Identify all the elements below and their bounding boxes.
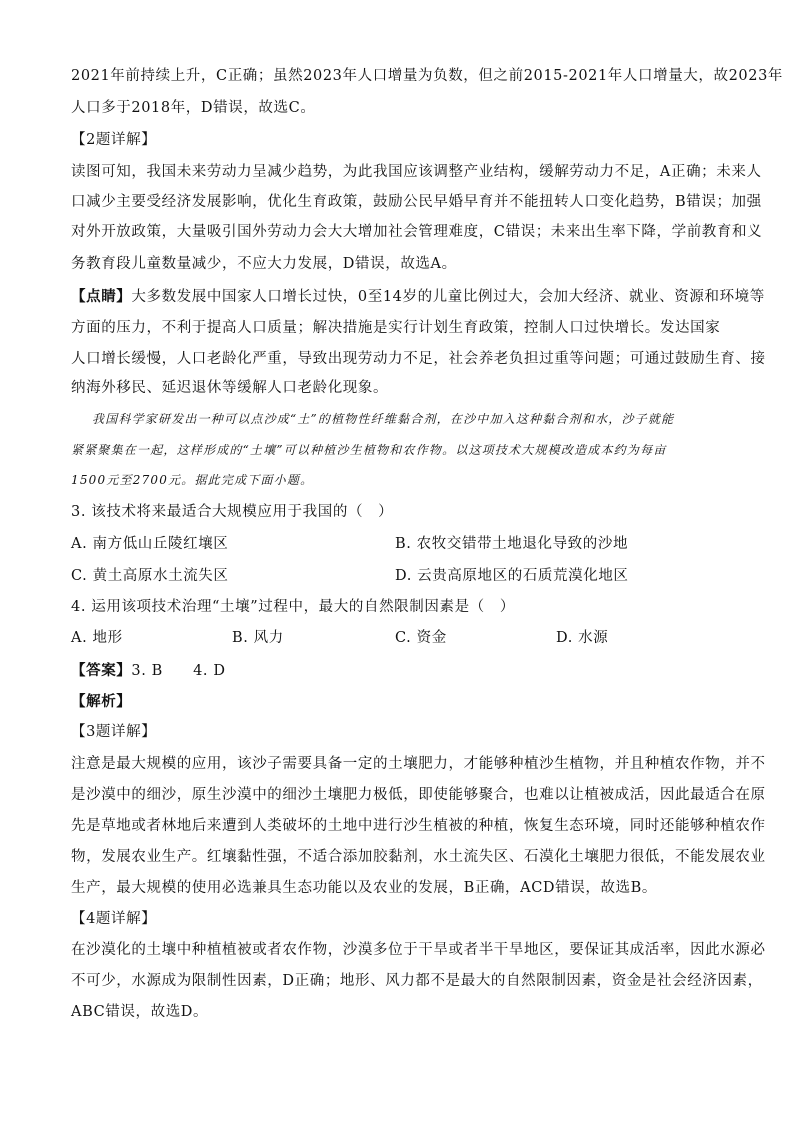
option-3a: A. 南方低山丘陵红壤区: [71, 536, 229, 552]
text-line: 人口多于2018年，D错误，故选C。: [71, 100, 316, 116]
answer-line: [71, 656, 721, 686]
text-line: 先是草地或者林地后来遭到人类破坏的土地中进行沙生植被的种植，恢复生态环境，同时还能够种植农作: [71, 818, 766, 834]
text-line: 纳海外移民、延迟退休等缓解人口老龄化现象。: [71, 380, 389, 396]
material-line: 紧紧聚集在一起，这样形成的“土壤”可以种植沙生植物和农作物。以这项技术大规模改造成本约为每亩: [71, 443, 667, 457]
text-line: 物，发展农业生产。红壤黏性强，不适合添加胶黏剂，水土流失区、石漠化土壤肥力很低，不能发展农业: [71, 849, 766, 865]
tip-label: 【点睛】: [71, 288, 132, 305]
text-line: ABC错误，故选D。: [71, 1004, 209, 1020]
text-line: 口减少主要受经济发展影响，优化生育政策，鼓励公民早婚早育并不能扭转人口变化趋势，B错误；加强: [71, 194, 762, 210]
question-3: 3. 该技术将来最适合大规模应用于我国的（ ）: [71, 504, 394, 520]
option-4a: A. 地形: [71, 630, 123, 646]
option-4b: B. 风力: [232, 630, 284, 646]
text-line: 注意是最大规模的应用，该沙子需要具备一定的土壤肥力，才能够种植沙生植物，并且种植农作物，并不: [71, 756, 766, 772]
text-line: 人口增长缓慢，人口老龄化严重，导致出现劳动力不足，社会养老负担过重等问题；可通过鼓励生育、接: [71, 351, 766, 367]
option-3b: B. 农牧交错带土地退化导致的沙地: [395, 536, 629, 552]
text-line: 2021年前持续上升，C正确；虽然2023年人口增量为负数，但之前2015-2021年人口增量大，故2023年: [71, 68, 783, 84]
text-line: 是沙漠中的细沙，原生沙漠中的细沙土壤肥力极低，即使能够聚合，也难以让植被成活，因此最适合在原: [71, 787, 766, 803]
material-line: 我国科学家研发出一种可以点沙成“土”的植物性纤维黏合剂，在沙中加入这种黏合剂和水，沙子就能: [92, 412, 675, 426]
answer-value: 3. B 4. D: [131, 663, 226, 679]
question-4: 4. 运用该项技术治理“土壤”过程中，最大的自然限制因素是（ ）: [71, 599, 515, 615]
material-line: 1500元至2700元。据此完成下面小题。: [71, 473, 314, 487]
section-heading: 【3题详解】: [71, 724, 157, 740]
option-4d: D. 水源: [556, 630, 609, 646]
answer-label: 【答案】: [71, 662, 132, 679]
text-line: 在沙漠化的土壤中种植植被或者农作物，沙漠多位于干旱或者半干旱地区，要保证其成活率，因此水源必: [71, 942, 766, 958]
text-line: 读图可知，我国未来劳动力呈减少趋势，为此我国应该调整产业结构，缓解劳动力不足，A正确；未来人: [71, 164, 762, 180]
option-3d: D. 云贵高原地区的石质荒漠化地区: [395, 568, 629, 584]
tip-text: 大多数发展中国家人口增长过快，0至14岁的儿童比例过大，会加大经济、就业、资源和环境等: [131, 289, 765, 305]
section-heading: 【2题详解】: [71, 132, 157, 148]
text-line: 务教育段儿童数量减少，不应大力发展，D错误，故选A。: [71, 256, 457, 272]
text-line: 生产，最大规模的使用必选兼具生态功能以及农业的发展，B正确，ACD错误，故选B。: [71, 880, 657, 896]
text-line: 方面的压力，不利于提高人口质量；解决措施是实行计划生育政策，控制人口过快增长。发达国家: [71, 320, 721, 336]
analysis-heading: 【解析】: [71, 693, 132, 710]
option-3c: C. 黄土高原水土流失区: [71, 568, 229, 584]
text-line: 对外开放政策，大量吸引国外劳动力会大大增加社会管理难度，C错误；未来出生率下降，学前教育和义: [71, 224, 763, 240]
section-heading: 【4题详解】: [71, 911, 157, 927]
text-line: 不可少，水源成为限制性因素，D正确；地形、风力都不是最大的自然限制因素，资金是社会经济因素，: [71, 973, 763, 989]
option-4c: C. 资金: [395, 630, 447, 646]
tip-line: [71, 282, 765, 312]
